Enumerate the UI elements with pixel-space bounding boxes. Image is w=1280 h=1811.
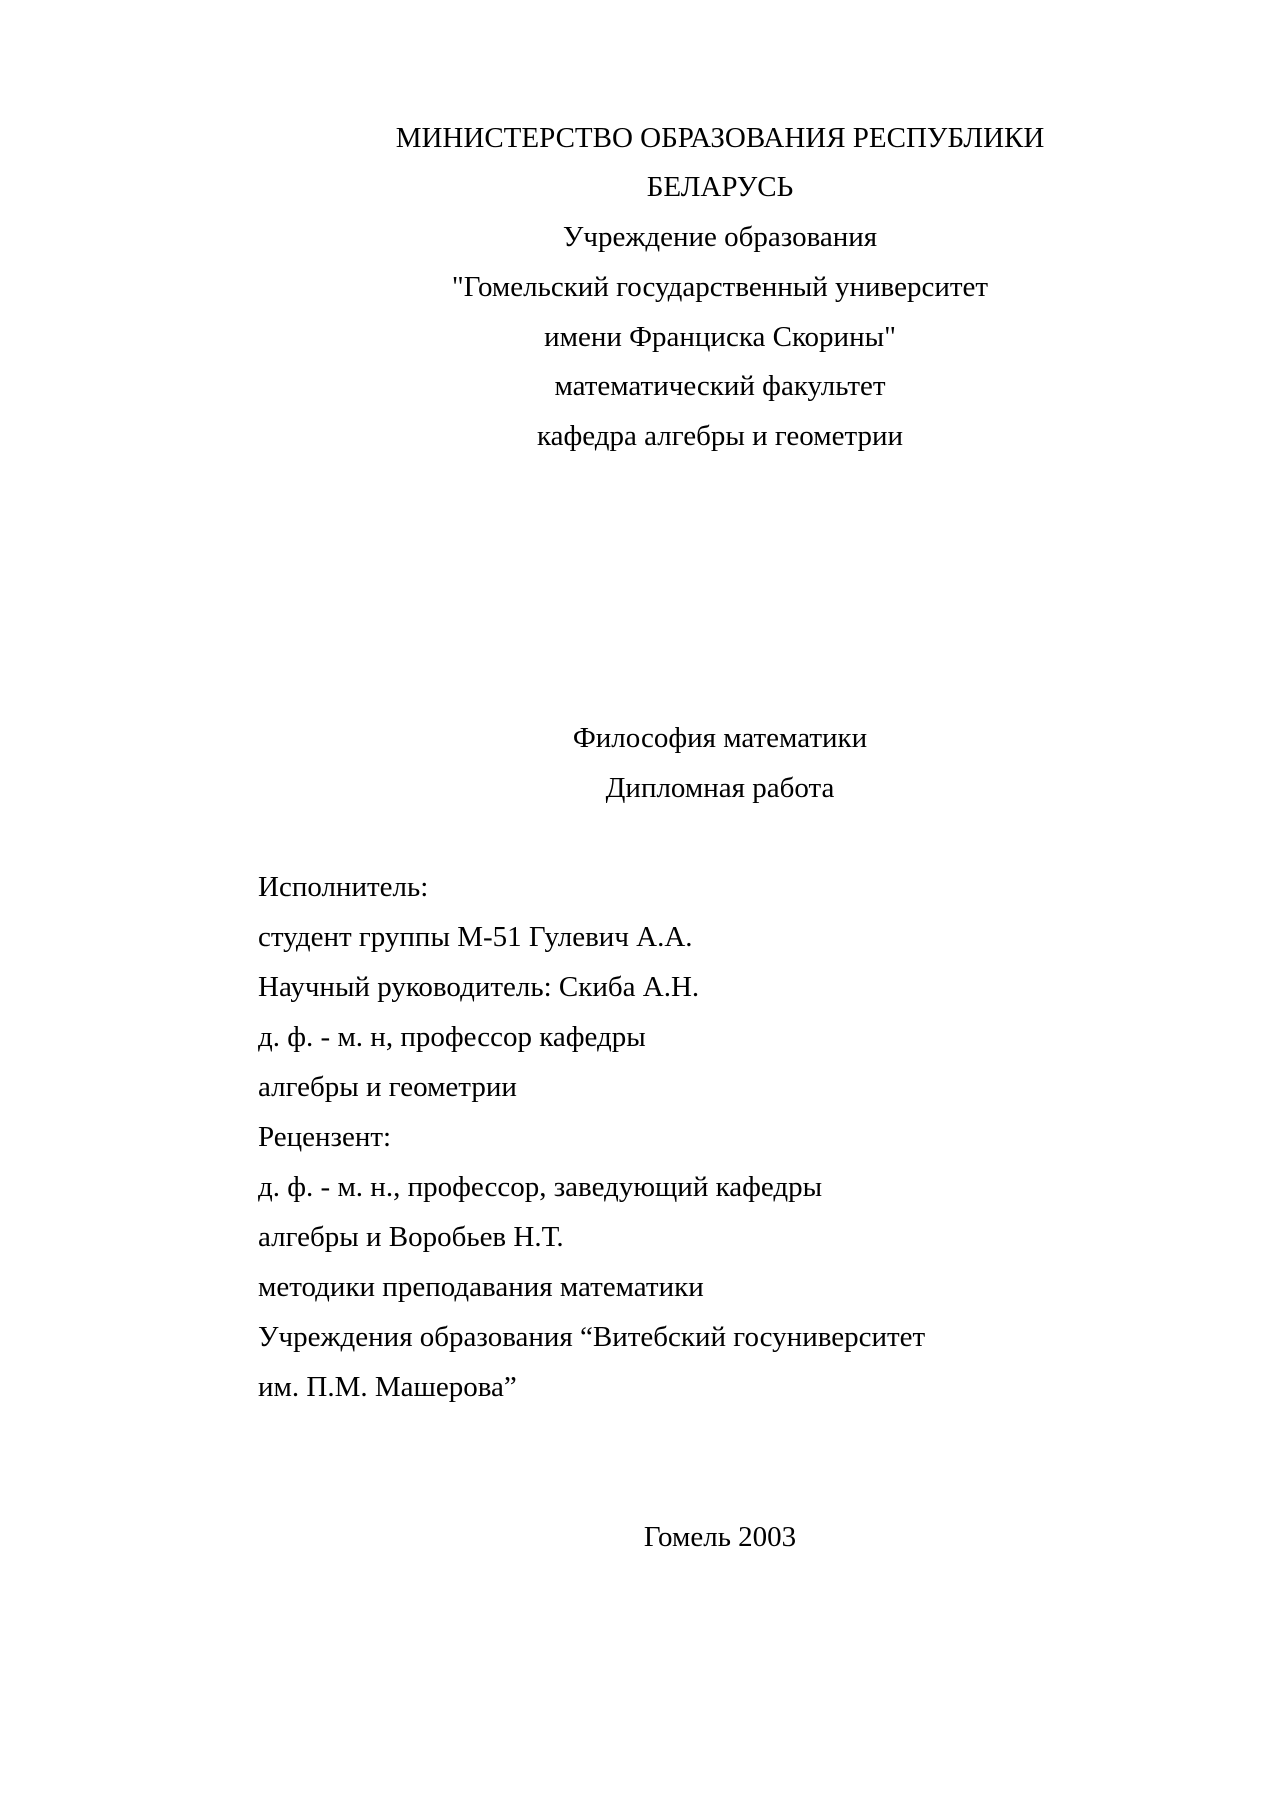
credits-line: д. ф. - м. н., профессор, заведующий кафедры (258, 1171, 823, 1203)
document-type: Дипломная работа (605, 772, 835, 804)
credits-line: методики преподавания математики (258, 1271, 704, 1303)
credits-line: студент группы М-51 Гулевич А.А. (258, 921, 693, 953)
credits-line: алгебры и геометрии (258, 1071, 517, 1103)
credits-line: Исполнитель: (258, 871, 429, 903)
credits-line: алгебры и Воробьев Н.Т. (258, 1221, 564, 1253)
institution-type: Учреждение образования (562, 221, 878, 253)
ministry-line-2: БЕЛАРУСЬ (646, 171, 794, 203)
department-name: кафедра алгебры и геометрии (536, 420, 904, 452)
credits-line: д. ф. - м. н, профессор кафедры (258, 1021, 646, 1053)
credits-line: Учреждения образования “Витебский госуниверситет (258, 1321, 926, 1353)
credits-line: Научный руководитель: Скиба А.Н. (258, 971, 700, 1003)
ministry-line-1: МИНИСТЕРСТВО ОБРАЗОВАНИЯ РЕСПУБЛИКИ (395, 122, 1045, 154)
credits-line: Рецензент: (258, 1121, 392, 1153)
credits-line: им. П.М. Машерова” (258, 1371, 517, 1403)
document-topic: Философия математики (572, 722, 868, 754)
university-name-line-1: "Гомельский государственный университет (451, 271, 989, 303)
faculty-name: математический факультет (554, 370, 886, 402)
place-and-year: Гомель 2003 (643, 1521, 797, 1553)
university-name-line-2: имени Франциска Скорины" (544, 321, 896, 353)
